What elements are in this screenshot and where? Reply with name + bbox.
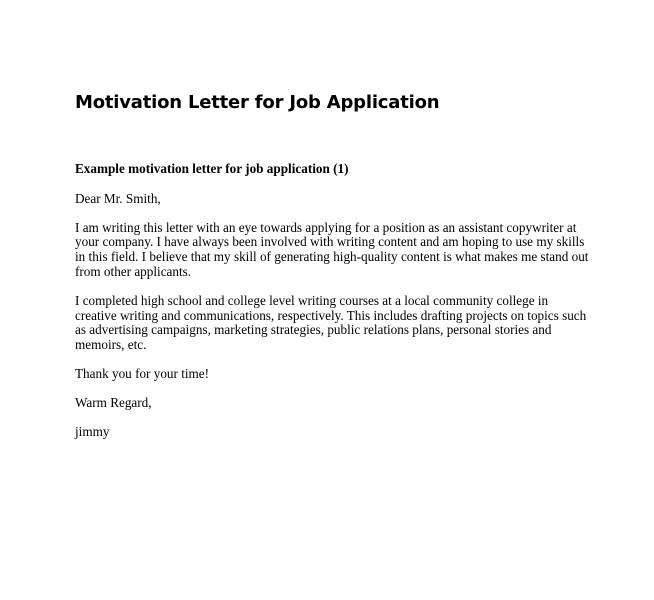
letter-body <box>75 162 595 453</box>
letter-paragraph-1 <box>75 221 595 280</box>
paragraph-line: I am writing this letter with an eye towards applying for a position as an assistant copywriter at <box>75 219 577 235</box>
paragraph-line: your company. I have always been involved with writing content and am hoping to use my skills <box>75 234 585 250</box>
letter-paragraph-2 <box>75 294 595 353</box>
paragraph-line: creative writing and communications, respectively. This includes drafting projects on topics such <box>75 307 587 323</box>
letter-signature: jimmy <box>75 423 110 439</box>
paragraph-line: from other applicants. <box>75 263 192 279</box>
paragraph-line: I completed high school and college level writing courses at a local community college in <box>75 292 549 308</box>
letter-thanks: Thank you for your time! <box>75 365 210 381</box>
letter-greeting: Dear Mr. Smith, <box>75 190 161 206</box>
document-title: Motivation Letter for Job Application <box>75 92 440 113</box>
paragraph-line: memoirs, etc. <box>75 337 147 353</box>
paragraph-line: as advertising campaigns, marketing strategies, public relations plans, personal stories and <box>75 322 552 338</box>
letter-closing: Warm Regard, <box>75 394 152 410</box>
paragraph-line: in this field. I believe that my skill of generating high-quality content is what makes me stand out <box>75 249 589 265</box>
letter-subheading: Example motivation letter for job application (1) <box>75 161 349 176</box>
